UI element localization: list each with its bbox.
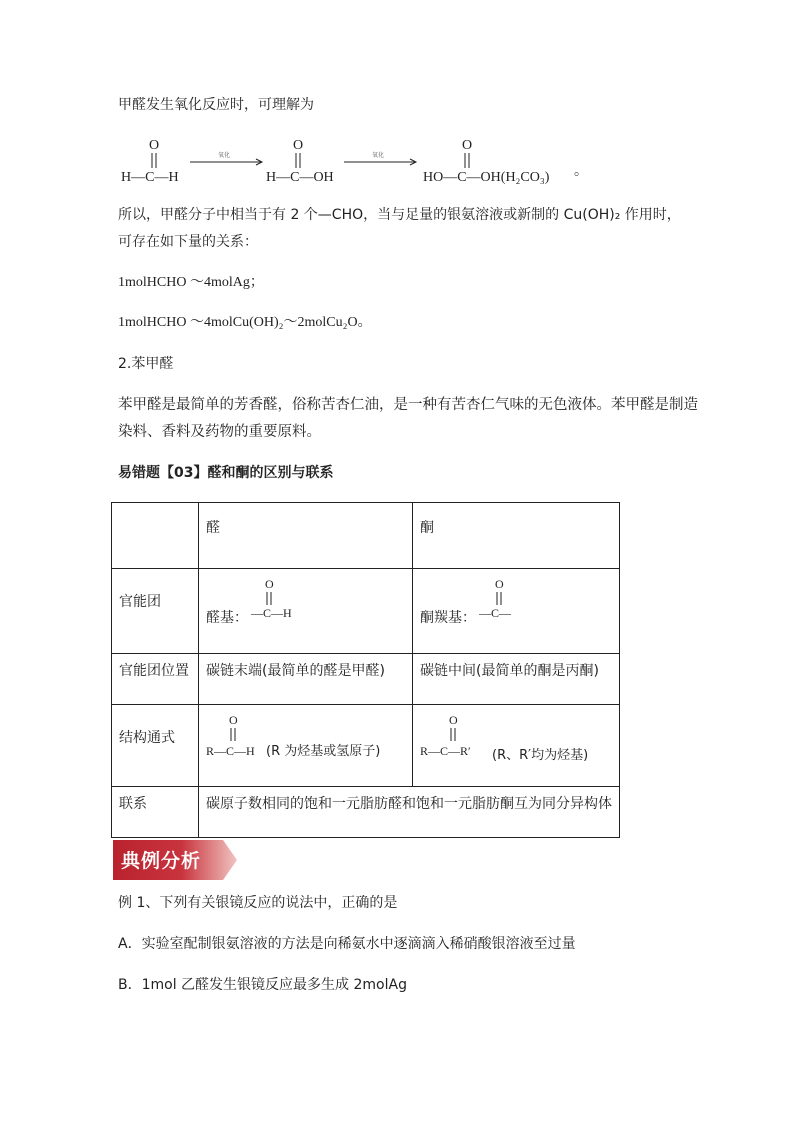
formic-acid-structure	[266, 138, 334, 185]
m3-oxygen: O	[462, 138, 473, 153]
carbonic-acid-structure	[423, 138, 588, 185]
svg-text:O: O	[495, 577, 504, 591]
row-general-label: 结构通式	[119, 730, 175, 746]
table-row-relation	[112, 787, 620, 838]
banner-label: 典例分析	[121, 850, 202, 872]
table-row-functional-group	[112, 569, 620, 654]
intro-line: 甲醛发生氧化反应时，可理解为	[118, 97, 314, 113]
relation-ag: 1molHCHO ～4molAg；	[118, 275, 264, 290]
header-aldehyde-cell	[199, 503, 413, 569]
header-empty-cell	[112, 503, 199, 569]
example-1-stem: 例 1、下列有关银镜反应的说法中，正确的是	[118, 895, 398, 911]
ketone-general-cell	[413, 705, 620, 787]
aldehyde-general-note: (R 为烃基或氢原子)	[266, 744, 381, 759]
para-so-line-2: 可存在如下量的关系：	[118, 234, 258, 250]
ketone-position-cell	[413, 654, 620, 705]
ketone-fg-cell	[413, 569, 620, 654]
header-aldehyde: 醛	[206, 520, 220, 536]
option-b: B．1mol 乙醛发生银镜反应最多生成 2molAg	[118, 977, 407, 993]
row-position-label-cell	[112, 654, 199, 705]
section-2-title: 2.苯甲醛	[118, 356, 174, 372]
svg-text:O: O	[265, 577, 274, 591]
carbonyl-group-structure	[479, 575, 539, 627]
ketone-position: 碳链中间(最简单的酮是丙酮)	[420, 663, 599, 679]
m2-chain: H—C—OH	[266, 170, 334, 185]
row-position-label: 官能团位置	[119, 663, 189, 679]
aldehyde-position-cell	[199, 654, 413, 705]
ketone-general-note: (R、R′均为烃基)	[492, 748, 589, 763]
table-row-general-formula	[112, 705, 620, 787]
arrow1-label: 氧化	[218, 152, 231, 159]
table-header-row	[112, 503, 620, 569]
header-ketone-cell	[413, 503, 620, 569]
svg-text:O: O	[229, 713, 238, 727]
relation-text: 碳原子数相同的饱和一元脂肪醛和饱和一元脂肪酮互为同分异构体	[206, 796, 612, 812]
aldehyde-general-structure	[206, 711, 406, 763]
row-fg-label-cell	[112, 569, 199, 654]
aldehyde-fg-label: 醛基：	[206, 610, 248, 626]
svg-text:R—C—R′: R—C—R′	[420, 744, 471, 758]
ketone-fg-label: 酮羰基：	[420, 610, 476, 626]
benzaldehyde-line-2: 染料、香料及药物的重要原料。	[118, 424, 321, 440]
table-row-position	[112, 654, 620, 705]
header-ketone: 酮	[420, 520, 434, 536]
m3-chain: HO—C—OH(H₂CO₃)	[423, 170, 550, 185]
aldehyde-group-structure	[251, 575, 321, 627]
m1-chain: H—C—H	[121, 170, 179, 185]
row-relation-label: 联系	[119, 796, 147, 812]
oxidation-arrow-2	[344, 151, 416, 165]
para-so-line-1: 所以，甲醛分子中相当于有 2 个—CHO，当与足量的银氨溶液或新制的 Cu(OH)₂ 作用时，	[118, 207, 681, 223]
m1-oxygen: O	[149, 138, 160, 153]
formaldehyde-structure	[121, 138, 179, 185]
aldehyde-position: 碳链末端(最简单的醛是甲醛)	[206, 663, 385, 679]
arrow2-label: 氧化	[372, 152, 385, 159]
end-mark: 。	[574, 164, 588, 179]
row-general-label-cell	[112, 705, 199, 787]
aldehyde-general-cell	[199, 705, 413, 787]
svg-text:O: O	[449, 713, 458, 727]
m2-oxygen: O	[293, 138, 304, 153]
svg-text:—C—: —C—	[479, 606, 512, 620]
option-a: A．实验室配制银氨溶液的方法是向稀氨水中逐滴滴入稀硝酸银溶液至过量	[118, 936, 576, 952]
benzaldehyde-line-1: 苯甲醛是最简单的芳香醛，俗称苦杏仁油，是一种有苦杏仁气味的无色液体。苯甲醛是制造	[118, 397, 698, 413]
aldehyde-ketone-table	[111, 502, 620, 838]
row-fg-label: 官能团	[119, 594, 161, 610]
aldehyde-fg-cell	[199, 569, 413, 654]
oxidation-arrow-1	[190, 151, 262, 165]
svg-text:—C—H: —C—H	[251, 606, 292, 620]
error-heading: 易错题【03】醛和酮的区别与联系	[118, 465, 334, 481]
relation-text-cell	[199, 787, 620, 838]
oxidation-scheme	[0, 135, 794, 195]
svg-text:R—C—H: R—C—H	[206, 744, 255, 758]
row-relation-label-cell	[112, 787, 199, 838]
relation-cu: 1molHCHO ～4molCu(OH)₂～2molCu₂O。	[118, 315, 372, 330]
ketone-general-structure	[420, 711, 620, 763]
